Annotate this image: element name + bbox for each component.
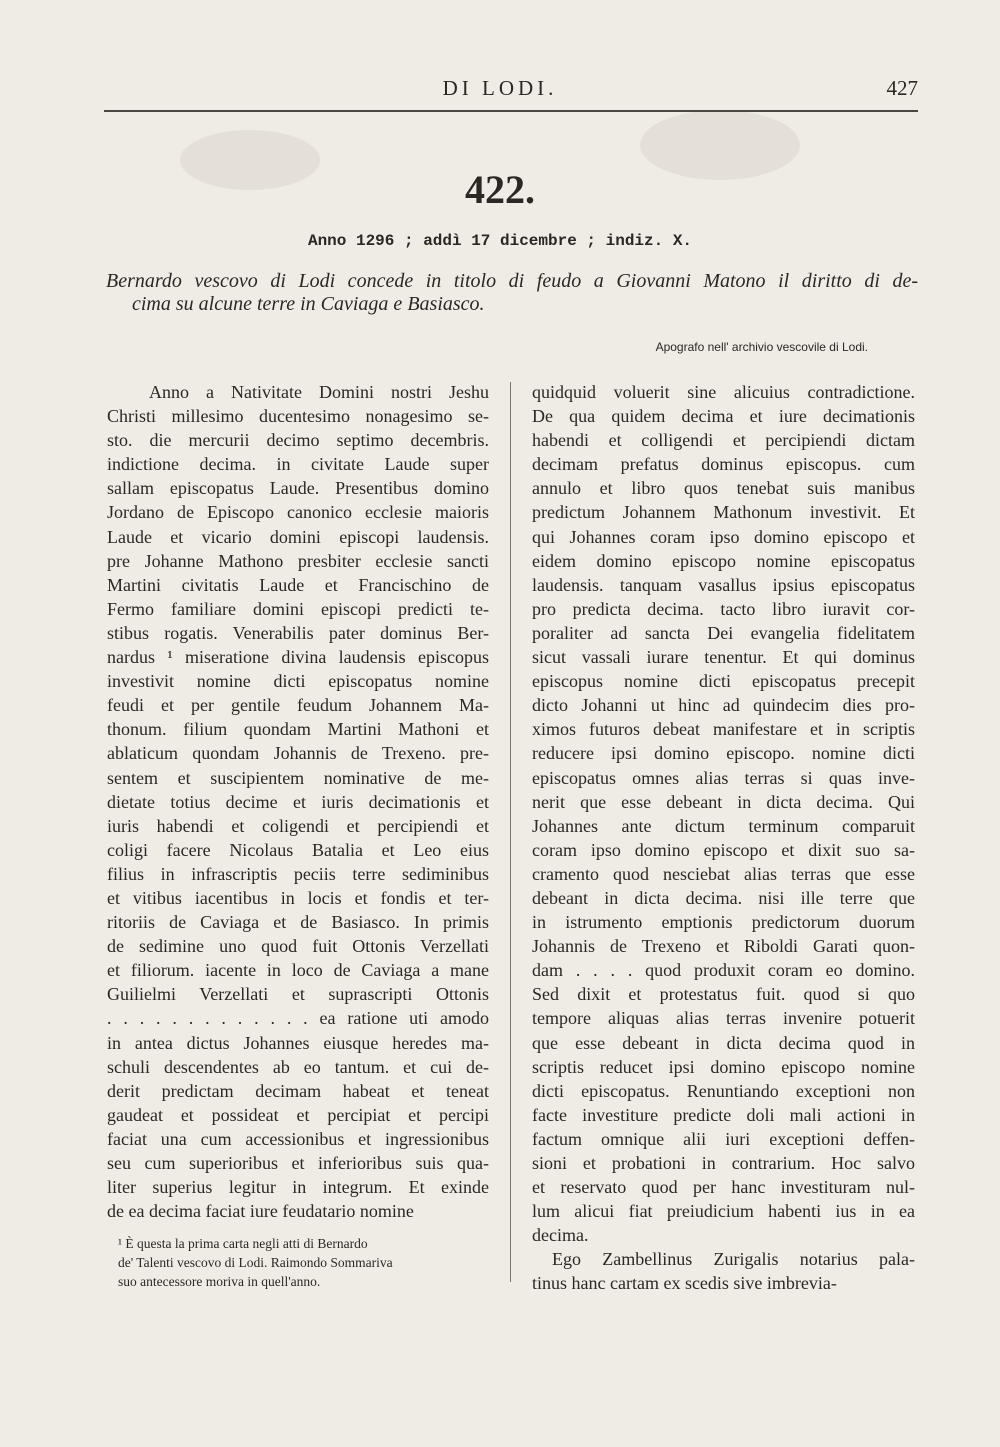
page-number: 427: [886, 76, 918, 100]
text-column-left: [107, 380, 489, 1223]
text-line: derit predictam decimam habeat et teneat: [107, 1080, 489, 1101]
text-line: qui Johannes coram ipso domino episcopo et: [532, 526, 915, 547]
text-line: debeant in dicta decima. nisi ille terre que: [532, 887, 915, 908]
text-line: in antea dictus Johannes eiusque heredes ma-: [107, 1032, 489, 1053]
text-line: sicut vassali iurare tenentur. Et qui dominus: [532, 647, 915, 668]
text-line: tinus hanc cartam ex scedis sive imbrevia-: [532, 1273, 837, 1294]
text-line: laudensis. tanquam vasallus ipsius episcopatus: [532, 574, 915, 595]
footnote: [118, 1234, 498, 1291]
text-line: decimam prefatus dominus episcopus. cum: [532, 454, 915, 475]
text-line: stibus rogatis. Venerabilis pater dominus Ber-: [107, 622, 489, 643]
text-line: sallam episcopatus Laude. Presentibus domino: [107, 478, 489, 499]
text-line: ximos futuros debeat manifestare et in scriptis: [532, 719, 915, 740]
text-line: seu cum superioribus et inferioribus suis qua-: [107, 1153, 489, 1173]
text-line: dicti episcopatus. Renuntiando exceptioni non: [532, 1080, 915, 1101]
regesto-line: Bernardo vescovo di Lodi concede in titolo di feudo a Giovanni Matono il diritto di de-: [106, 270, 918, 292]
text-line: habendi et colligendi et percipiendi dictam: [532, 430, 915, 451]
column-divider: [510, 382, 511, 1282]
text-line: Sed dixit et protestatus fuit. quod si quo: [532, 984, 915, 1005]
running-title: DI LODI.: [442, 76, 558, 100]
text-line: thonum. filium quondam Martini Mathoni et: [107, 719, 489, 740]
text-line: tempore aliquas alias terras invenire potuerit: [532, 1008, 915, 1029]
text-line: gaudeat et possideat et percipiat et percipi: [107, 1104, 489, 1125]
text-line: coram ipso domino episcopo et dixit suo sa-: [532, 839, 915, 860]
running-head: [0, 72, 1000, 106]
source-note: Apografo nell' archivio vescovile di Lodi.: [655, 340, 868, 354]
text-line: pro predicta decima. tacto libro iuravit cor-: [532, 598, 915, 619]
document-number: 422.: [465, 167, 535, 212]
text-line: reducere ipsi domino episcopo. nomine dicti: [532, 743, 915, 764]
text-line: investivit nomine dicti episcopatus nomine: [107, 671, 489, 692]
text-line: episcopus nomine dicti episcopatus precepit: [532, 671, 915, 692]
text-line: Jordano de Episcopo canonico ecclesie maioris: [107, 502, 489, 523]
header-rule: [104, 110, 918, 112]
text-line: faciat una cum accessionibus et ingressionibus: [107, 1128, 489, 1149]
text-line: suo antecessore moriva in quell'anno.: [118, 1274, 321, 1289]
text-line: feudi et per gentile feudum Johannem Ma-: [107, 695, 489, 716]
text-line: de' Talenti vescovo di Lodi. Raimondo Sommariva: [118, 1255, 393, 1270]
text-line: in istrumento emptionis predictorum duorum: [532, 912, 915, 933]
text-line: Christi millesimo ducentesimo nonagesimo se-: [107, 406, 489, 427]
text-line: sioni et probationi in contrarium. Hoc salvo: [532, 1153, 915, 1173]
text-line: sto. die mercurii decimo septimo decembris.: [107, 430, 489, 451]
text-line: indictione decima. in civitate Laude super: [107, 454, 489, 475]
text-line: et reservato quod per hanc investituram nul-: [532, 1177, 915, 1198]
text-line: eidem domino episcopo nomine episcopatus: [532, 550, 915, 571]
text-line: decima.: [532, 1225, 589, 1246]
text-line: et filiorum. iacente in loco de Caviaga a mane: [107, 960, 489, 981]
text-line: Fermo familiare domini episcopi predicti te-: [107, 598, 489, 619]
text-line: liter superius legitur in integrum. Et exinde: [107, 1177, 489, 1198]
text-line: factum omnique alii iuri exceptioni deffen-: [532, 1128, 915, 1149]
text-line: iuris habendi et coligendi et percipiendi et: [107, 815, 489, 836]
regesto-line: cima su alcune terre in Caviaga e Basiasco.: [132, 293, 485, 315]
text-column-right: [532, 380, 915, 1296]
text-line: ablaticum quondam Johannis de Trexeno. pre-: [107, 743, 489, 764]
text-line: Johannes ante dictum terminum comparuit: [532, 815, 915, 836]
text-line: et vitibus iacentibus in locis et fondis et ter-: [107, 887, 489, 908]
text-line: que esse debeant in dicta decima quod in: [532, 1032, 915, 1053]
text-line: dicto Johanni ut hinc ad quindecim dies pro-: [532, 695, 915, 716]
text-line: coligi facere Nicolaus Batalia et Leo eius: [107, 839, 489, 860]
text-line: filius in infrascriptis peciis terre sediminibus: [107, 863, 489, 884]
text-line: dam . . . . quod produxit coram eo domino.: [532, 960, 915, 981]
text-line: Anno a Nativitate Domini nostri Jeshu: [149, 382, 489, 402]
text-line: Ego Zambellinus Zurigalis notarius pala-: [552, 1249, 915, 1270]
text-line: Laude et vicario domini episcopi laudensis.: [107, 526, 489, 547]
text-line: cramento quod nesciebat alias terras que esse: [532, 863, 915, 884]
text-line: Johannis de Trexeno et Riboldi Garati quon-: [532, 936, 915, 957]
text-line: ¹ È questa la prima carta negli atti di Bernardo: [118, 1236, 368, 1251]
text-line: episcopatus omnes alias terras si quas inve-: [532, 767, 915, 788]
text-line: nardus ¹ miseratione divina laudensis episcopus: [107, 647, 489, 668]
text-line: Guilielmi Verzellati et suprascripti Ottonis: [107, 984, 489, 1005]
text-line: nerit que esse debeant in dicta decima. Qui: [532, 791, 915, 812]
text-line: poraliter ad sancta Dei evangelia fidelitatem: [532, 622, 915, 643]
text-line: sentem et suscipientem nominative de me-: [107, 767, 489, 788]
text-line: de sedimine uno quod fuit Ottonis Verzellati: [107, 936, 489, 957]
text-line: De qua quidem decima et iure decimationis: [532, 406, 915, 427]
text-line: dietate totius decime et iuris decimationis et: [107, 791, 489, 812]
text-line: pre Johanne Mathono presbiter ecclesie sancti: [107, 550, 489, 571]
date-line: Anno 1296 ; addì 17 dicembre ; indiz. X.: [307, 232, 693, 250]
text-line: facte investiture predicte doli mali actioni in: [532, 1104, 915, 1125]
text-line: lum alicui fiat preiudicium habenti ius in ea: [532, 1201, 915, 1222]
text-line: de ea decima faciat iure feudatario nomine: [107, 1201, 414, 1222]
text-line: quidquid voluerit sine alicuius contradictione.: [532, 382, 915, 402]
text-line: . . . . . . . . . . . . . ea ratione uti amodo: [107, 1008, 489, 1029]
text-line: Martini civitatis Laude et Francischino de: [107, 574, 489, 595]
text-line: scriptis reducet ipsi domino episcopo nomine: [532, 1056, 915, 1077]
text-line: schuli descendentes ab eo tantum. et cui de-: [107, 1056, 489, 1077]
text-line: predictum Johannem Mathonum investivit. Et: [532, 502, 915, 523]
text-line: annulo et libro quos tenebat suis manibus: [532, 478, 915, 499]
text-line: ritoriis de Caviaga et de Basiasco. In primis: [107, 912, 489, 933]
regesto: [106, 270, 918, 316]
